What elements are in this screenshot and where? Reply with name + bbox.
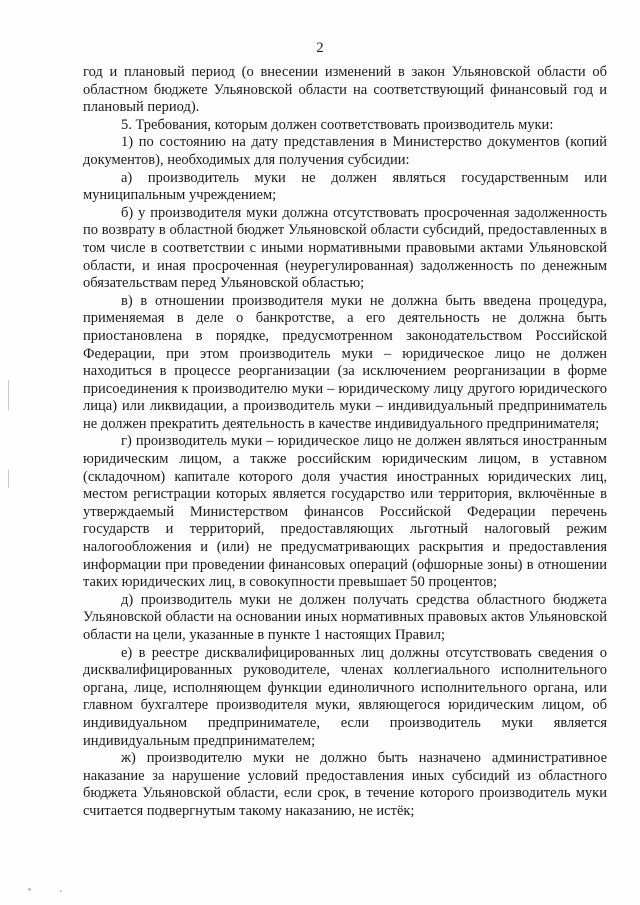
paragraph-item-b: б) у производителя муки должна отсутствовать просроченная задолженность по возврату в областной бюджет Ульяновской области субсидий, предоставленных в том числе в соответствии с иными нормативными правовыми актами Ульяновской области, и иная просроченная (неурегулированная) задолженность по денежным обязательствам перед Ульяновской областью; (83, 204, 607, 292)
scan-edge-mark (8, 380, 9, 410)
paragraph-item-d: д) производитель муки не должен получать средства областного бюджета Ульяновской области на основании иных нормативных правовых актов Ульяновской области на цели, указанные в пункте 1 настоящих Правил; (83, 591, 607, 643)
page-number: 2 (316, 40, 324, 56)
paragraph-item-zh: ж) производителю муки не должно быть назначено административное наказание за нарушение условий предоставления иных субсидий из областного бюджета Ульяновской области, если срок, в течение которого производитель муки считается подвергнутым такому наказанию, не истёк; (83, 750, 607, 819)
paragraph-continuation: год и плановый период (о внесении изменений в закон Ульяновской области об областном бюджете Ульяновской области на соответствующий финансовый год и плановый период). (83, 64, 607, 116)
paragraph-section-5-heading: 5. Требования, которым должен соответствовать производитель муки: (121, 116, 554, 133)
paragraph-item-v: в) в отношении производителя муки не должна быть введена процедура, применяемая в деле о банкротстве, а его деятельность не должна быть приостановлена в порядке, предусмотренном законодательством Российской Федерации, при этом производитель муки – юридическое лицо не должен находиться в процессе реорганизации (за исключением реорганизации в форме присоединения к производителю муки – юридическому лицу другого юридического лица) или ликвидации, а производитель муки – индивидуальный предприниматель не должен прекратить деятельность в качестве индивидуального предпринимателя; (83, 292, 607, 432)
paragraph-item-e: е) в реестре дисквалифицированных лиц должны отсутствовать сведения о дисквалифицированных руководителе, членах коллегиального исполнительного органа, лице, исполняющем функции единоличного исполнительного органа, или главном бухгалтере производителя муки, являющегося юридическим лицом, об индивидуальном предпринимателе, если производитель муки является индивидуальным предпринимателем; (83, 644, 607, 749)
paragraph-item-1: 1) по состоянию на дату представления в Министерство документов (копий документов), необходимых для получения субсидии: (83, 134, 607, 168)
scan-speck (60, 890, 62, 892)
paragraph-item-a: а) производитель муки не должен являться государственным или муниципальным учреждением; (83, 169, 607, 204)
paragraph-item-g: г) производитель муки – юридическое лицо не должен являться иностранным юридическим лицом, а также российским юридическим лицом, в уставном (складочном) капитале которого доля участия иностранных юридических лиц, местом регистрации которых является государство или территория, включённые в утверждаемый Министерством финансов Российской Федерации перечень государств и территорий, предоставляющих льготный налоговый режим налогообложения и (или) не предусматривающих раскрытия и предоставления информации при проведении финансовых операций (офшорные зоны) в отношении таких юридических лиц, в совокупности превышает 50 процентов; (83, 433, 607, 591)
scan-edge-mark (8, 470, 9, 488)
scan-speck (28, 888, 31, 891)
document-body (83, 64, 607, 821)
